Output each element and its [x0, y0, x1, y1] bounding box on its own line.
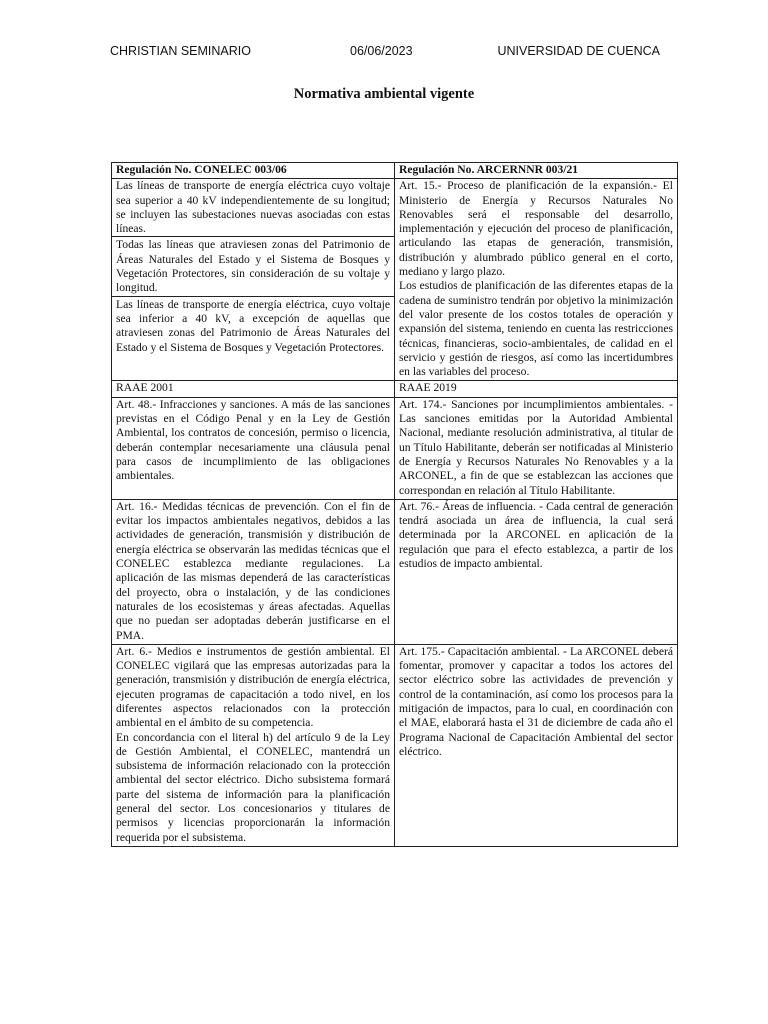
header-institution: UNIVERSIDAD DE CUENCA: [497, 44, 660, 58]
header-author: CHRISTIAN SEMINARIO: [110, 44, 251, 58]
section-label-raae-2001: RAAE 2001: [112, 381, 395, 397]
section-row: [112, 381, 678, 397]
regulation-comparison-table: [111, 162, 678, 847]
cell-paragraph: Las líneas de transporte de energía eléctrica, cuyo voltaje sea inferior a 40 kV, a excepción de aquellas que atraviesen zonas del Patrimonio de Áreas Naturales del Estado y el Sistema de Bosques y Vegetación Protectores.: [112, 296, 394, 355]
page-header: [110, 44, 660, 60]
cell-raae2019-art174: Art. 174.- Sanciones por incumplimientos ambientales. - Las sanciones emitidas por la Autoridad Ambiental Nacional, mediante resolución administrativa, al titular de un Título Habilitante, deberán ser notificadas al Ministerio de Energía y Recursos Naturales No Renovables y a la ARCONEL, a fin de que se establezcan las acciones que correspondan en relación al Título Habilitante.: [395, 397, 678, 499]
cell-conelec-lines: [112, 179, 395, 381]
table-row: [112, 499, 678, 644]
cell-raae2001-art48: Art. 48.- Infracciones y sanciones. A más de las sanciones previstas en el Código Penal y en la Ley de Gestión Ambiental, los contratos de concesión, permiso o licencia, deberán contemplar necesariamente una cláusula penal para casos de incumplimiento de las obligaciones ambientales.: [112, 397, 395, 499]
header-cell-arcernnr: Regulación No. ARCERNNR 003/21: [395, 163, 678, 179]
table-row: [112, 179, 678, 381]
cell-arcernnr-art15: [395, 179, 678, 381]
cell-paragraph: Los estudios de planificación de las diferentes etapas de la cadena de suministro tendrán por objetivo la minimización del valor presente de los costos totales de operación y expansión del sistema, teniendo en cuenta las restricciones técnicas, financieras, socio-ambientales, de calidad en el servicio y gestión de riesgos, así como las incertidumbres en las variables del proceso.: [399, 279, 673, 379]
cell-raae2001-art16: Art. 16.- Medidas técnicas de prevención. Con el fin de evitar los impactos ambientales negativos, debidos a las actividades de generación, transmisión y distribución de energía eléctrica se observarán las medidas técnicas que el CONELEC establezca mediante regulaciones. La aplicación de las mismas dependerá de las características del proyecto, obra o instalación, y de las condiciones naturales de los ecosistemas y áreas afectadas. Aquellas que no puedan ser adoptadas deberán justificarse en el PMA.: [112, 499, 395, 644]
cell-raae2019-art175: Art. 175.- Capacitación ambiental. - La ARCONEL deberá fomentar, promover y capacitar a todos los actores del sector eléctrico sobre las actividades de prevención y control de la contaminación, así como los procesos para la mitigación de impactos, para lo cual, en coordinación con el MAE, elaborará hasta el 31 de diciembre de cada año el Programa Nacional de Capacitación Ambiental del sector eléctrico.: [395, 644, 678, 846]
header-cell-conelec: Regulación No. CONELEC 003/06: [112, 163, 395, 179]
cell-paragraph: Art. 15.- Proceso de planificación de la expansión.- El Ministerio de Energía y Recursos Naturales No Renovables será el responsable del desarrollo, implementación y ejecución del proceso de planificación, articulando las etapas de generación, transmisión, distribución y alumbrado público general en el corto, mediano y largo plazo.: [399, 179, 673, 279]
table-row: [112, 397, 678, 499]
cell-paragraph: Todas las líneas que atraviesen zonas del Patrimonio de Áreas Naturales del Estado y el Sistema de Bosques y Vegetación Protectores, sin consideración de su voltaje y longitud.: [112, 236, 394, 295]
header-date: 06/06/2023: [350, 44, 413, 58]
page-title: Normativa ambiental vigente: [293, 86, 475, 102]
section-label-raae-2019: RAAE 2019: [395, 381, 678, 397]
cell-paragraph: Las líneas de transporte de energía eléctrica cuyo voltaje sea superior a 40 kV independientemente de su longitud; se incluyen las subestaciones nuevas asociadas con estas líneas.: [116, 179, 390, 236]
cell-raae2019-art76: Art. 76.- Áreas de influencia. - Cada central de generación tendrá asociada un área de influencia, la cual será determinada por la ARCONEL en aplicación de la regulación que para el efecto establezca, a partir de los estudios de impacto ambiental.: [395, 499, 678, 644]
table-row: [112, 644, 678, 846]
table-header-row: [112, 163, 678, 179]
cell-paragraph: En concordancia con el literal h) del artículo 9 de la Ley de Gestión Ambiental, el CONELEC, mantendrá un subsistema de información relacionado con la protección ambiental del sector eléctrico. Dicho subsistema formará parte del sistema de información para la planificación general del sector. Los concesionarios y titulares de permisos y licencias proporcionarán la información requerida por el subsistema.: [116, 730, 390, 844]
cell-paragraph: Art. 6.- Medios e instrumentos de gestión ambiental. El CONELEC vigilará que las empresas autorizadas para la generación, transmisión y distribución de energía eléctrica, ejecuten programas de capacitación a todo nivel, en los diferentes aspectos relacionados con la protección ambiental en el ámbito de su competencia.: [116, 644, 390, 730]
cell-raae2001-art6: [112, 644, 395, 846]
